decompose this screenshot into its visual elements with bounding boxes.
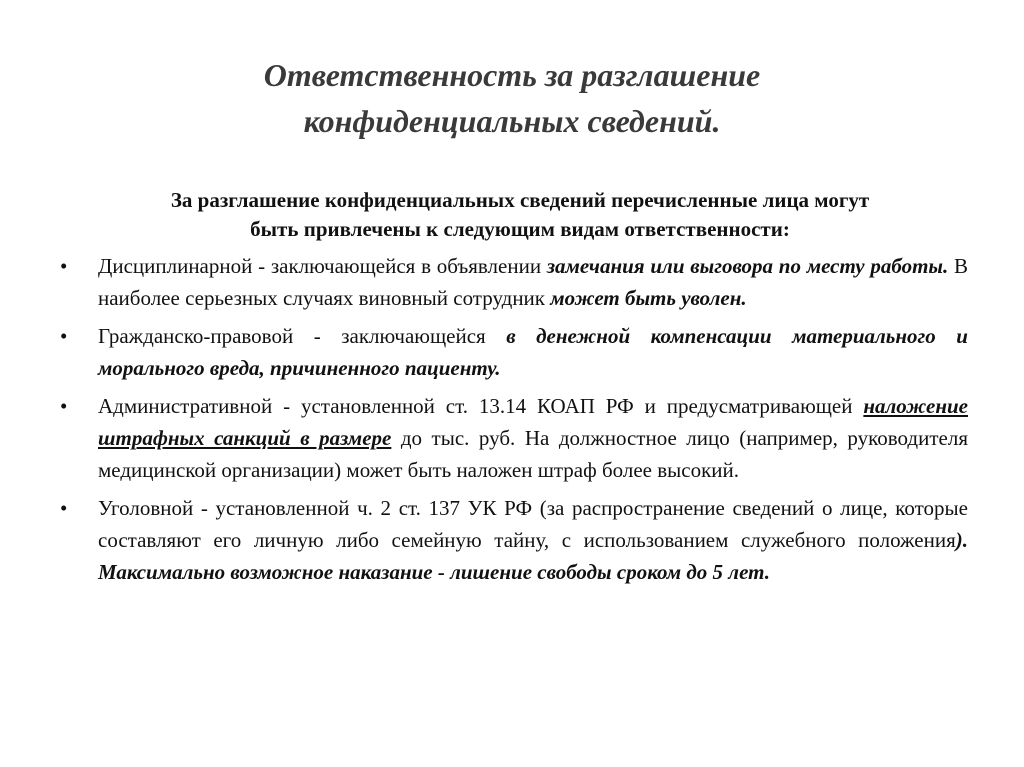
liability-list bbox=[56, 250, 968, 594]
slide-title-line-1: Ответственность за разглашение bbox=[263, 57, 761, 93]
item-emphasis: в денежной компенсации материального и морального вреда, причиненного пациенту. bbox=[98, 324, 968, 380]
item-text: до тыс. руб. На должностное лицо (например, руководителя медицинской организации) может быть наложен штраф более высокий. bbox=[98, 426, 968, 482]
item-text: Административной - установленной ст. 13.14 КОАП РФ и предусматривающей bbox=[98, 394, 864, 418]
list-item-civil bbox=[56, 320, 968, 384]
bullet-icon: • bbox=[60, 324, 68, 348]
bullet-icon: • bbox=[60, 394, 68, 418]
item-emphasis-underlined: наложение штрафных санкций в размере bbox=[98, 394, 968, 450]
intro-paragraph bbox=[80, 186, 960, 244]
list-item-administrative bbox=[56, 390, 968, 486]
intro-line-1: За разглашение конфиденциальных сведений перечисленные лица могут bbox=[170, 188, 870, 212]
slide-title-line-2: конфиденциальных сведений. bbox=[303, 103, 721, 139]
item-emphasis: замечания или выговора по месту работы. bbox=[546, 254, 949, 278]
item-emphasis: ). bbox=[955, 528, 968, 552]
list-item-disciplinary bbox=[56, 250, 968, 314]
item-emphasis: Максимально возможное наказание - лишение свободы сроком до 5 лет. bbox=[98, 560, 770, 584]
slide-title bbox=[0, 52, 1024, 144]
item-text: Гражданско-правовой - заключающейся bbox=[98, 324, 507, 348]
item-emphasis: может быть уволен. bbox=[550, 286, 747, 310]
item-text: Дисциплинарной - заключающейся в объявлении bbox=[98, 254, 547, 278]
item-text: В наиболее серьезных случаях виновный сотрудник bbox=[98, 254, 968, 310]
bullet-icon: • bbox=[60, 254, 68, 278]
bullet-icon: • bbox=[60, 496, 68, 520]
item-text: Уголовной - установленной ч. 2 ст. 137 УК РФ (за распространение сведений о лице, которые составляют его личную либо семейную тайну, с использованием служебного положения bbox=[98, 496, 968, 552]
intro-line-2: быть привлечены к следующим видам ответственности: bbox=[250, 217, 790, 241]
list-item-criminal bbox=[56, 492, 968, 588]
